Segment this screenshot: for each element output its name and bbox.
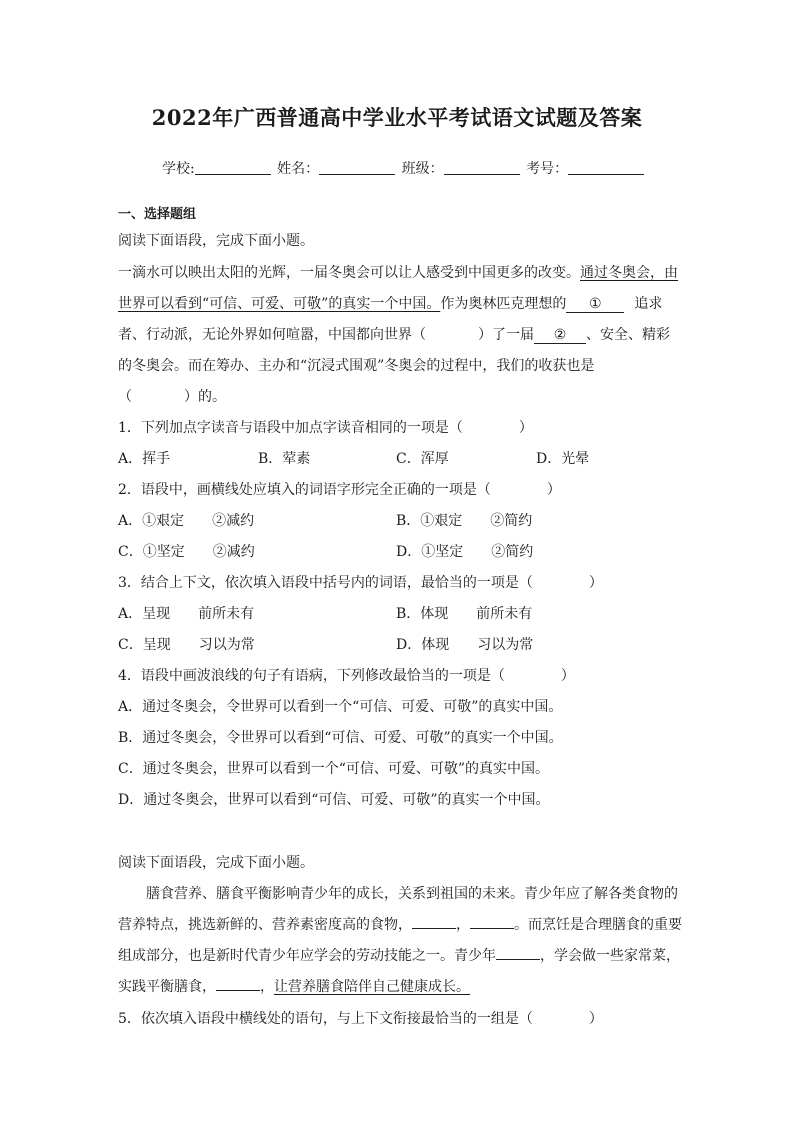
- q1-option-c[interactable]: C．浑厚: [396, 451, 449, 467]
- passage2-blank-1: [412, 928, 456, 929]
- passage2-line-3: 组成部分，也是新时代青少年应学会的劳动技能之一。青少年 ，学会做一些家常菜，: [118, 948, 680, 964]
- passage2-line-4: 实践平衡膳食， ，让营养膳食陪伴自己健康成长。: [118, 979, 470, 995]
- q2-option-a[interactable]: A．①艰定 ②减约: [118, 513, 255, 529]
- blank-1: ①: [566, 296, 624, 313]
- q2-option-d[interactable]: D．①坚定 ②简约: [396, 544, 534, 560]
- passage1-line-5: （ ）的。: [118, 389, 226, 405]
- question-1-stem: 1．下列加点字读音与语段中加点字读音相同的一项是（ ）: [118, 420, 533, 436]
- q3-option-b[interactable]: B．体现 前所未有: [396, 606, 533, 622]
- section2-intro: 阅读下面语段，完成下面小题。: [118, 855, 314, 871]
- q2-option-b[interactable]: B．①艰定 ②简约: [396, 513, 533, 529]
- school-blank[interactable]: [195, 160, 271, 175]
- q4-option-a[interactable]: A．通过冬奥会，令世界可以看到一个“可信、可爱、可敬”的真实中国。: [118, 699, 563, 715]
- passage1-line-4: 的冬奥会。而在筹办、主办和“沉浸式围观”冬奥会的过程中，我们的收获也是: [118, 358, 595, 374]
- q1-option-b[interactable]: B．荤素: [258, 451, 311, 467]
- q1-option-a[interactable]: A．挥手: [118, 451, 171, 467]
- passage2-blank-4: [216, 990, 260, 991]
- question-4-stem: 4．语段中画波浪线的句子有语病，下列修改最恰当的一项是（ ）: [118, 668, 575, 684]
- name-blank[interactable]: [319, 160, 395, 175]
- passage2-blank-2: [470, 928, 514, 929]
- number-blank[interactable]: [568, 160, 644, 175]
- q3-option-c[interactable]: C．呈现 习以为常: [118, 637, 255, 653]
- q3-option-a[interactable]: A．呈现 前所未有: [118, 606, 255, 622]
- q4-option-c[interactable]: C．通过冬奥会，世界可以看到一个“可信、可爱、可敬”的真实中国。: [118, 761, 550, 777]
- number-label: 考号：: [526, 161, 569, 177]
- question-5-stem: 5．依次填入语段中横线处的语句，与上下文衔接最恰当的一组是（ ）: [118, 1011, 603, 1027]
- passage2-line-1: 膳食营养、膳食平衡影响青少年的成长，关系到祖国的未来。青少年应了解各类食物的: [146, 886, 678, 902]
- class-label: 班级：: [401, 161, 444, 177]
- q1-option-d[interactable]: D．光晕: [536, 451, 590, 467]
- passage1-line-3: 者、行动派，无论外界如何喧嚣，中国都向世界（ ）了一届 ② 、安全、精彩: [118, 327, 670, 343]
- q4-option-d[interactable]: D．通过冬奥会，世界可以看到“可信、可爱、可敬”的真实一个中国。: [118, 792, 550, 808]
- q3-option-d[interactable]: D．体现 习以为常: [396, 637, 534, 653]
- q4-option-b[interactable]: B．通过冬奥会，令世界可以看到“可信、可爱、可敬”的真实一个中国。: [118, 730, 563, 746]
- q2-option-c[interactable]: C．①坚定 ②减约: [118, 544, 255, 560]
- section1-intro: 阅读下面语段，完成下面小题。: [118, 233, 314, 249]
- class-blank[interactable]: [444, 160, 520, 175]
- blank-2: ②: [534, 327, 586, 344]
- passage1-line-2: 世界可以看到“可信、可爱、可敬”的真实一个中国。作为奥林匹克理想的 ① 追求: [118, 296, 663, 312]
- passage2-blank-3: [496, 959, 540, 960]
- name-label: 姓名：: [277, 161, 320, 177]
- school-label: 学校:: [162, 161, 195, 177]
- passage2-line-2: 营养特点，挑选新鲜的、营养素密度高的食物， ， 。而烹饪是合理膳食的重要: [118, 917, 682, 933]
- section-heading: 一、选择题组: [118, 207, 197, 222]
- page-title: 2022年广西普通高中学业水平考试语文试题及答案: [151, 105, 643, 130]
- question-2-stem: 2．语段中，画横线处应填入的词语字形完全正确的一项是（ ）: [118, 482, 561, 498]
- passage1-line-1: 一滴水可以映出太阳的光辉，一届冬奥会可以让人感受到中国更多的改变。通过冬奥会，由: [118, 265, 678, 281]
- question-3-stem: 3．结合上下文，依次填入语段中括号内的词语，最恰当的一项是（ ）: [118, 575, 603, 591]
- student-info-line: [162, 158, 646, 178]
